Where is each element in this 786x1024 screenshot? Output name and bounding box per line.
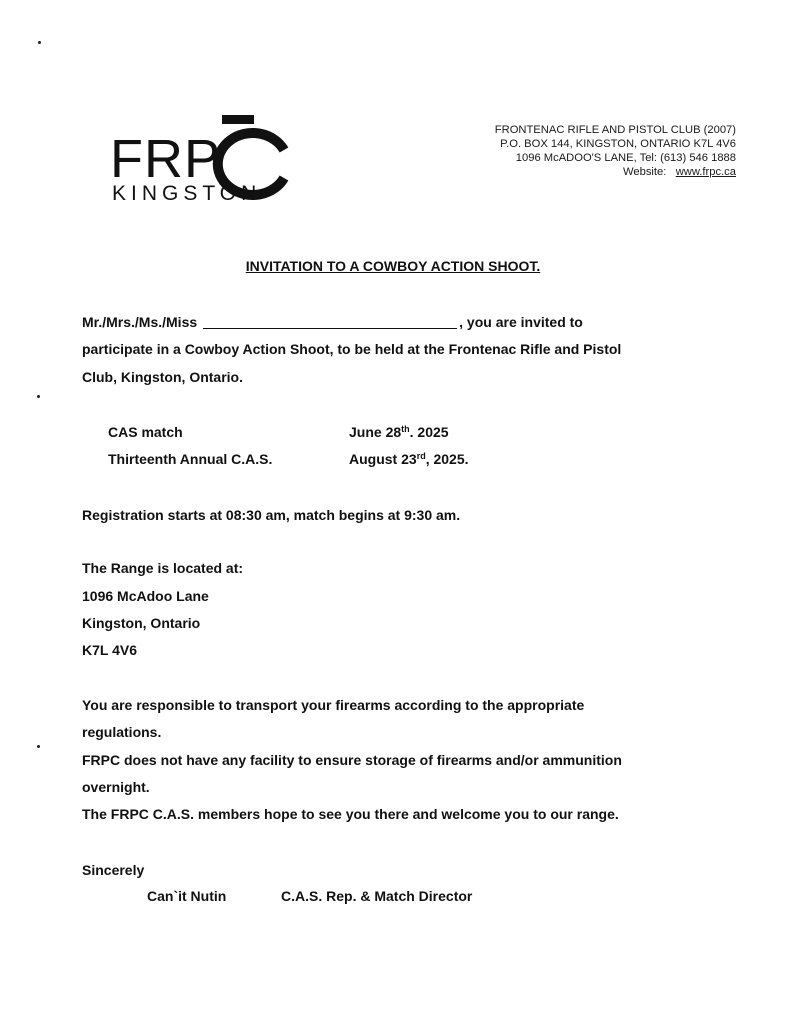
registration-text: Registration starts at 08:30 am, match begins at 9:30 am. [82, 507, 461, 523]
club-name-line: FRONTENAC RIFLE AND PISTOL CLUB (2007) [494, 124, 736, 136]
street-phone-line: 1096 McADOO'S LANE, Tel: (613) 546 1888 [515, 152, 736, 164]
invite-line-1 [82, 314, 583, 330]
website-line [495, 165, 736, 179]
logo-top-bar [222, 115, 254, 124]
signer-name: Can`it Nutin [147, 888, 227, 904]
note-line-3: FRPC does not have any facility to ensure storage of firearms and/or ammunition [82, 752, 622, 768]
scan-speck [37, 395, 40, 398]
signer-role: C.A.S. Rep. & Match Director [281, 888, 473, 904]
note-line-5: The FRPC C.A.S. members hope to see you there and welcome you to our range. [82, 806, 619, 822]
range-postal-code: K7L 4V6 [82, 642, 137, 658]
note-line-2: regulations. [82, 724, 162, 740]
letterhead-address [495, 123, 736, 179]
invite-line-3: Club, Kingston, Ontario. [82, 369, 243, 385]
scan-speck [37, 745, 40, 748]
schedule-date-0-day: June 28 [349, 424, 402, 440]
note-line-1: You are responsible to transport your firearms according to the appropriate [82, 697, 585, 713]
frpc-logo [108, 112, 293, 204]
scan-speck [38, 41, 41, 44]
schedule-date-1-suffix: rd [416, 451, 426, 461]
schedule-date-0-suffix: th [401, 424, 410, 434]
note-line-4: overnight. [82, 779, 150, 795]
name-blank-field[interactable] [203, 328, 457, 329]
po-box-line: P.O. BOX 144, KINGSTON, ONTARIO K7L 4V6 [500, 138, 736, 150]
schedule-date-1-day: August 23 [349, 451, 417, 467]
schedule-date-0-year: . 2025 [409, 424, 449, 440]
invite-line-2: participate in a Cowboy Action Shoot, to be held at the Frontenac Rifle and Pistol [82, 341, 622, 357]
schedule-date-1-year: , 2025. [425, 451, 469, 467]
page-title: INVITATION TO A COWBOY ACTION SHOOT. [245, 258, 541, 274]
range-city: Kingston, Ontario [82, 615, 201, 631]
range-street: 1096 McAdoo Lane [82, 588, 209, 604]
sign-off: Sincerely [82, 862, 145, 878]
invite-line-1-rest: , you are invited to [459, 314, 583, 330]
schedule-date-1 [349, 451, 469, 467]
schedule-date-0 [349, 424, 449, 440]
range-heading: The Range is located at: [82, 560, 244, 576]
logo-subtitle: KINGSTON [112, 182, 262, 204]
schedule-name-0: CAS match [108, 424, 183, 440]
salutation: Mr./Mrs./Ms./Miss [82, 314, 198, 330]
website-label: Website: [623, 166, 667, 178]
website-link[interactable]: www.frpc.ca [675, 166, 736, 178]
schedule-name-1: Thirteenth Annual C.A.S. [108, 451, 273, 467]
logo-letters: FRP [110, 129, 221, 189]
